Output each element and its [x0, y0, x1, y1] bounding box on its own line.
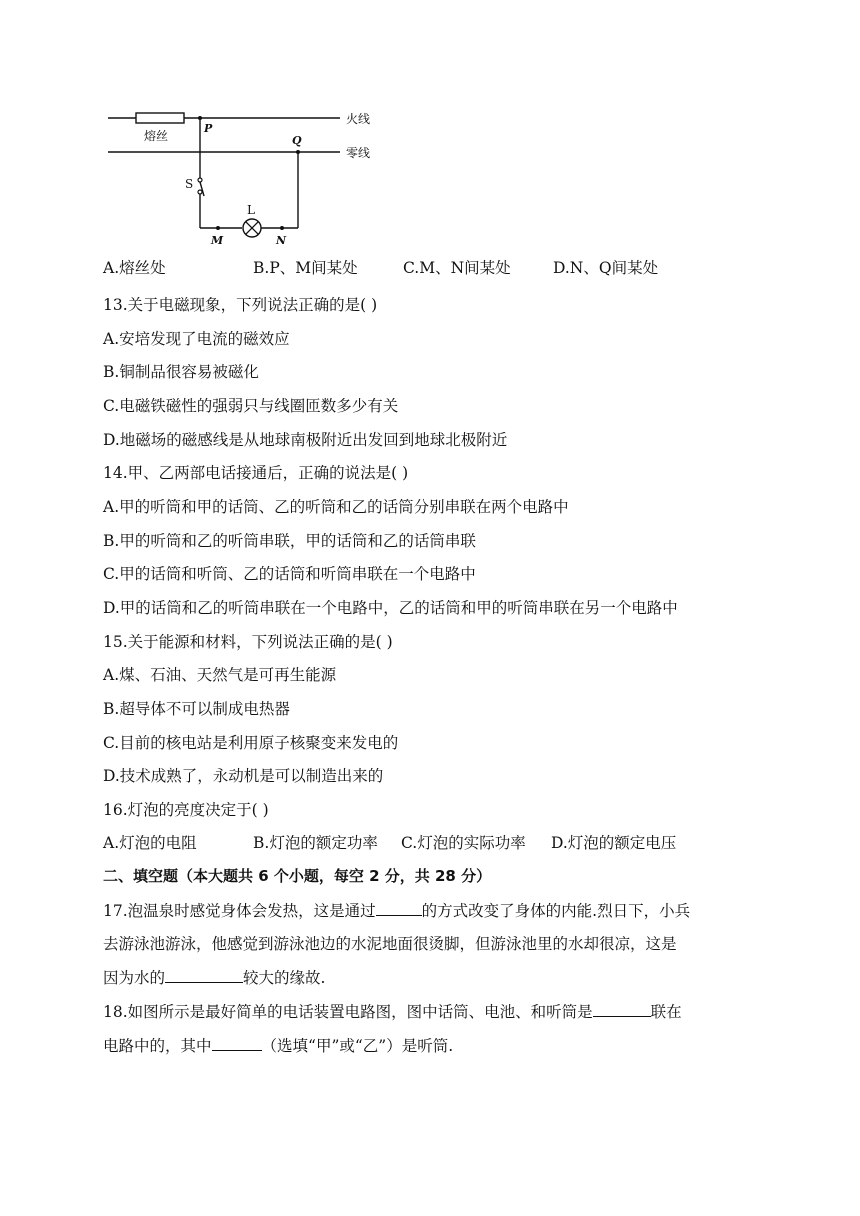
q12-option-b: B.P、M间某处 [253, 259, 358, 277]
q15-option-d: D.技术成熟了，永动机是可以制造出来的 [103, 767, 384, 785]
q15-stem: 15.关于能源和材料，下列说法正确的是( ) [103, 633, 393, 651]
section-heading-fill-in: 二、填空题（本大题共 6 个小题，每空 2 分，共 28 分） [103, 867, 492, 885]
q12-option-d: D.N、Q间某处 [553, 259, 659, 277]
q16-option-a: A.灯泡的电阻 [103, 834, 197, 852]
node-p-label: P [204, 122, 213, 135]
q12-options [103, 258, 658, 278]
q13-option-a: A.安培发现了电流的磁效应 [103, 330, 290, 348]
node-m-label: M [211, 234, 224, 247]
q17-line-3: 因为水的 较大的缘故. [103, 969, 326, 987]
fuse-label: 熔丝 [144, 129, 169, 143]
q16-option-d: D.灯泡的额定电压 [551, 834, 677, 852]
q12-option-c: C.M、N间某处 [403, 259, 511, 277]
q12-option-a: A.熔丝处 [103, 259, 166, 277]
fuse [136, 113, 184, 123]
q13-option-d: D.地磁场的磁感线是从地球南极附近出发回到地球北极附近 [103, 431, 508, 449]
q14-option-d: D.甲的话筒和乙的听筒串联在一个电路中，乙的话筒和甲的听筒串联在另一个电路中 [103, 599, 678, 617]
q16-options [103, 833, 676, 853]
q16-option-b: B.灯泡的额定功率 [253, 834, 378, 852]
q13-stem: 13.关于电磁现象，下列说法正确的是( ) [103, 296, 378, 314]
q18-line-2: 电路中的，其中 （选填“甲”或“乙”）是听筒. [103, 1037, 454, 1055]
q15-option-a: A.煤、石油、天然气是可再生能源 [103, 666, 337, 684]
q14-option-a: A.甲的听筒和甲的话筒、乙的听筒和乙的话筒分别串联在两个电路中 [103, 498, 569, 516]
neutral-wire-label: 零线 [346, 146, 371, 160]
q14-stem: 14.甲、乙两部电话接通后，正确的说法是( ) [103, 464, 409, 482]
q15-option-b: B.超导体不可以制成电热器 [103, 700, 290, 718]
q13-option-b: B.铜制品很容易被磁化 [103, 363, 259, 381]
q16-option-c: C.灯泡的实际功率 [401, 834, 526, 852]
q17-blank-1[interactable] [376, 900, 422, 916]
q16-stem: 16.灯泡的亮度决定于( ) [103, 801, 269, 819]
q17-line-1: 17.泡温泉时感觉身体会发热，这是通过 的方式改变了身体的内能.烈日下，小兵 [103, 902, 691, 920]
circuit-diagram [100, 100, 390, 250]
node-q-label: Q [292, 134, 302, 147]
switch-s-label: S [185, 177, 194, 191]
q18-blank-1[interactable] [593, 1001, 651, 1017]
q18-blank-2[interactable] [212, 1035, 262, 1051]
q15-option-c: C.目前的核电站是利用原子核聚变来发电的 [103, 734, 399, 752]
q17-line-2: 去游泳池游泳，他感觉到游泳池边的水泥地面很烫脚，但游泳池里的水却很凉，这是 [103, 935, 677, 953]
q14-option-b: B.甲的听筒和乙的听筒串联，甲的话筒和乙的话筒串联 [103, 532, 476, 550]
q13-option-c: C.电磁铁磁性的强弱只与线圈匝数多少有关 [103, 397, 399, 415]
q14-option-c: C.甲的话筒和听筒、乙的话筒和听筒串联在一个电路中 [103, 565, 476, 583]
node-n-label: N [276, 234, 287, 247]
lamp-l-label: L [247, 203, 255, 217]
live-wire-label: 火线 [346, 112, 371, 126]
q18-line-1: 18.如图所示是最好简单的电话装置电路图，图中话筒、电池、和听筒是 联在 [103, 1003, 682, 1021]
q17-blank-2[interactable] [165, 967, 243, 983]
